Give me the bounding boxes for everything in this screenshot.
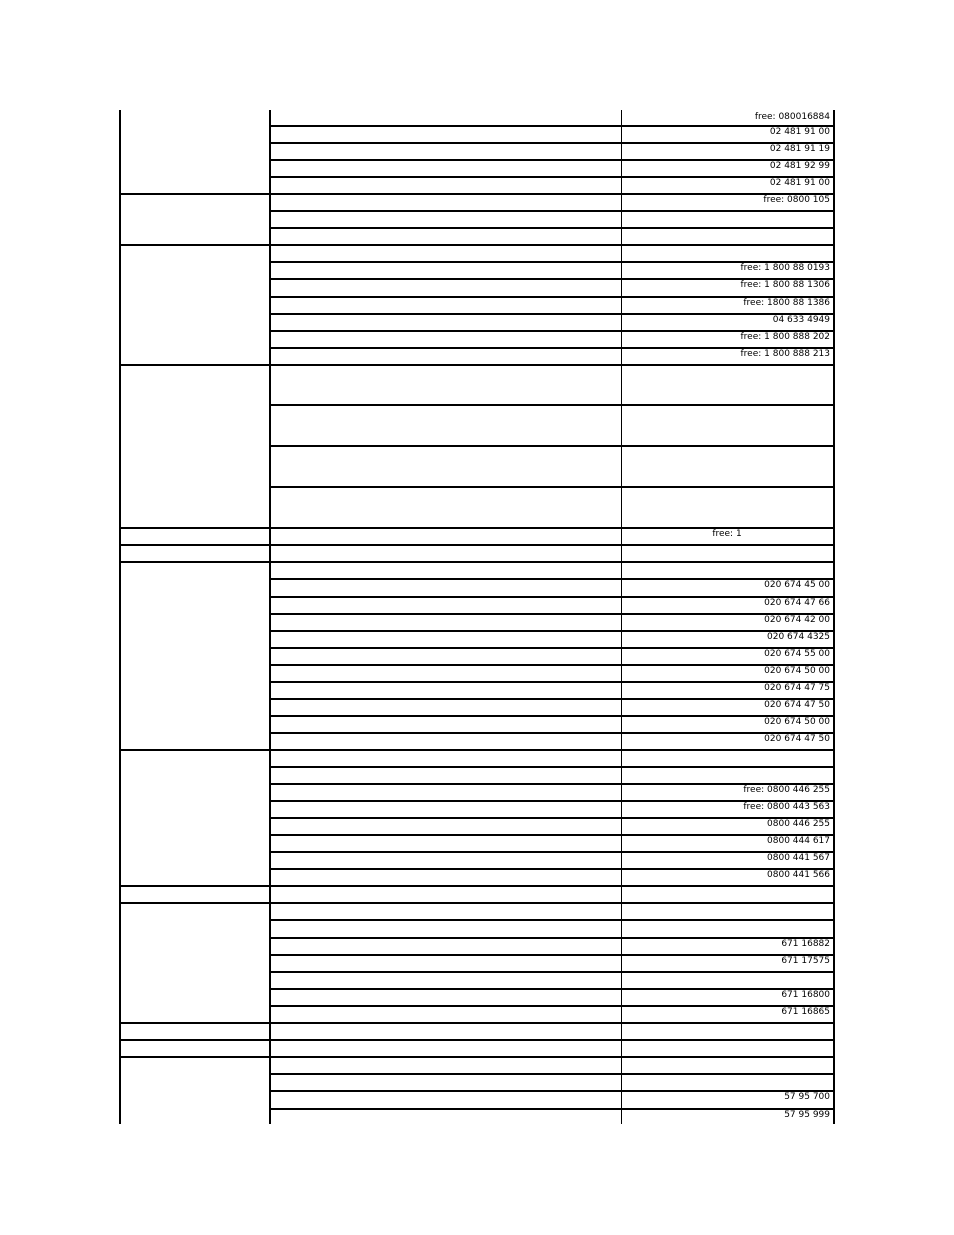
phone-number-cell: 020 674 50 00 <box>764 666 830 676</box>
row-rule <box>119 902 835 904</box>
row-rule <box>269 227 835 229</box>
phone-number-cell: 020 674 47 50 <box>764 734 830 744</box>
row-rule <box>269 210 835 212</box>
row-rule <box>119 1022 835 1024</box>
phone-number-cell: 020 674 45 00 <box>764 580 830 590</box>
phone-number-cell: 020 674 47 50 <box>764 700 830 710</box>
phone-number-cell: free: 1 800 888 202 <box>740 332 830 342</box>
row-rule <box>119 1039 835 1041</box>
column-rule <box>119 110 121 1124</box>
phone-number-cell: 04 633 4949 <box>772 315 830 325</box>
phone-number-cell: 020 674 50 00 <box>764 717 830 727</box>
row-rule <box>269 919 835 921</box>
row-rule <box>119 561 835 563</box>
phone-number-cell: 57 95 999 <box>784 1110 830 1120</box>
phone-number-cell: 671 16865 <box>781 1007 830 1017</box>
row-rule <box>269 445 835 447</box>
phone-number-cell: 57 95 700 <box>784 1092 830 1102</box>
phone-number-cell: free: 0800 443 563 <box>743 802 830 812</box>
phone-number-cell: 020 674 47 66 <box>764 598 830 608</box>
row-rule <box>269 486 835 488</box>
phone-number-cell: 671 17575 <box>781 956 830 966</box>
row-rule <box>119 544 835 546</box>
phone-number-cell: 0800 446 255 <box>767 819 830 829</box>
phone-number-cell: free: 1 800 88 0193 <box>740 263 830 273</box>
phone-number-cell: free: 1 <box>712 529 742 539</box>
row-rule <box>119 885 835 887</box>
phone-number-cell: 020 674 4325 <box>767 632 830 642</box>
phone-number-cell: 671 16882 <box>781 939 830 949</box>
phone-number-cell: 671 16800 <box>781 990 830 1000</box>
phone-number-cell: free: 0800 105 <box>763 195 830 205</box>
row-rule <box>119 364 835 366</box>
phone-number-cell: free: 0800 446 255 <box>743 785 830 795</box>
phone-number-cell: 020 674 47 75 <box>764 683 830 693</box>
phone-number-cell: free: 080016884 <box>754 112 830 122</box>
phone-number-cell: free: 1800 88 1386 <box>743 298 830 308</box>
phone-number-cell: 0800 441 566 <box>767 870 830 880</box>
row-rule <box>269 1073 835 1075</box>
row-rule <box>269 766 835 768</box>
phone-number-cell: 02 481 91 00 <box>769 127 830 137</box>
phone-number-cell: 02 481 92 99 <box>769 161 830 171</box>
row-rule <box>119 749 835 751</box>
phone-number-cell: 02 481 91 00 <box>769 178 830 188</box>
row-rule <box>119 244 835 246</box>
phone-number-cell: 02 481 91 19 <box>769 144 830 154</box>
phone-number-cell: free: 1 800 88 1306 <box>740 280 830 290</box>
phone-number-cell: 020 674 42 00 <box>764 615 830 625</box>
phone-number-cell: 0800 441 567 <box>767 853 830 863</box>
phone-number-cell: free: 1 800 888 213 <box>740 349 830 359</box>
phone-number-cell: 0800 444 617 <box>767 836 830 846</box>
row-rule <box>269 971 835 973</box>
row-rule <box>269 404 835 406</box>
phone-number-cell: 020 674 55 00 <box>764 649 830 659</box>
row-rule <box>119 1056 835 1058</box>
